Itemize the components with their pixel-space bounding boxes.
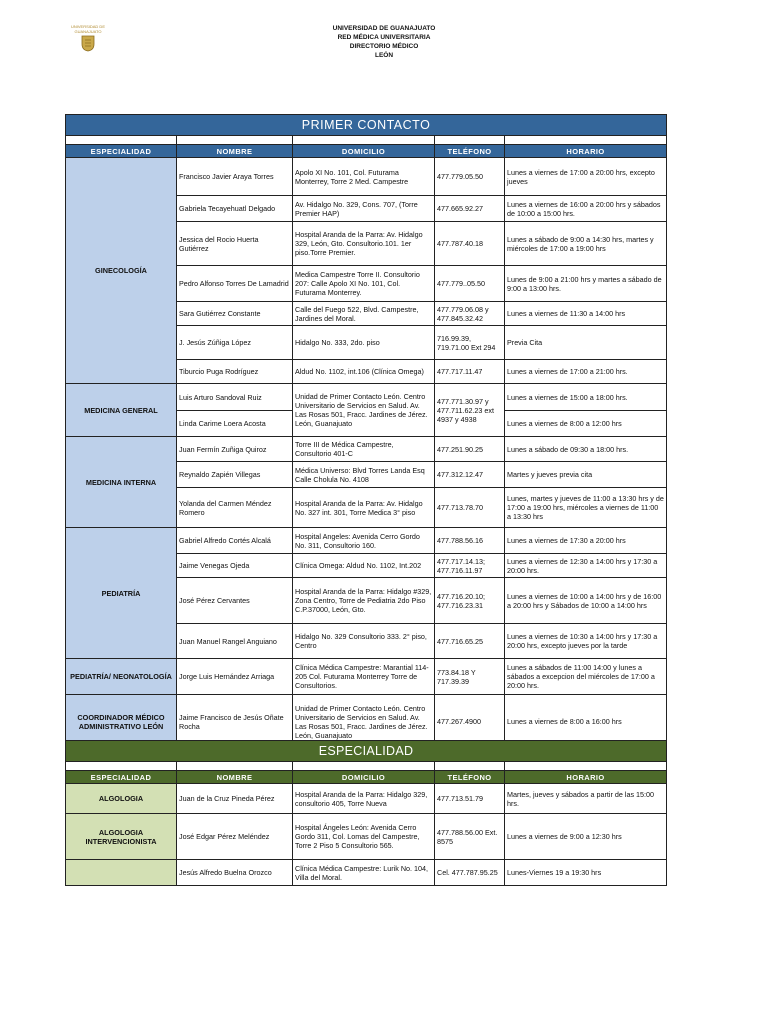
domicilio-cell: Clínica Médica Campestre: Marantial 114-205 Col. Futurama Monterrey Torre de Consultorios.: [293, 659, 435, 695]
domicilio-cell: Apolo XI No. 101, Col. Futurama Monterrey, Torre 2 Med. Campestre: [293, 158, 435, 196]
horario-cell: Lunes, martes y jueves de 11:00 a 13:30 hrs y de 17:00 a 19:00 hrs, miércoles a viernes de 11:00 a 13:30 hrs: [505, 488, 667, 528]
column-header-horario: HORARIO: [505, 145, 667, 158]
domicilio-cell: Unidad de Primer Contacto León. Centro Universitario de Servicios en Salud. Av. Las Rosas 501, Fracc. Jardines de Jérez. León, Guanajuato: [293, 384, 435, 437]
horario-cell: Lunes a viernes de 9:00 a 12:30 hrs: [505, 814, 667, 860]
telefono-cell: 477.779..05.50: [435, 266, 505, 302]
nombre-cell: Juan Fermín Zuñiga Quiroz: [177, 437, 293, 462]
nombre-cell: José Pérez Cervantes: [177, 578, 293, 624]
horario-cell: Lunes a viernes de 12:30 a 14:00 hrs y 17:30 a 20:00 hrs.: [505, 554, 667, 578]
table-row: [66, 860, 667, 886]
specialty-cell: MEDICINA INTERNA: [66, 437, 177, 528]
nombre-cell: Luis Arturo Sandoval Ruiz: [177, 384, 293, 411]
nombre-cell: Jesús Alfredo Buelna Orozco: [177, 860, 293, 886]
domicilio-cell: Unidad de Primer Contacto León. Centro Universitario de Servicios en Salud. Av. Las Rosas 501, Fracc. Jardines de Jérez. León, Guanajuato: [293, 695, 435, 749]
domicilio-cell: Médica Universo: Blvd Torres Landa Esq Calle Cholula No. 4108: [293, 462, 435, 488]
column-header-especialidad: ESPECIALIDAD: [66, 771, 177, 784]
table-row: [66, 784, 667, 814]
column-header-telefono: TELÉFONO: [435, 145, 505, 158]
nombre-cell: Jaime Francisco de Jesús Oñate Rocha: [177, 695, 293, 749]
telefono-cell: 477.312.12.47: [435, 462, 505, 488]
column-header-nombre: NOMBRE: [177, 145, 293, 158]
horario-cell: Lunes a sábado de 09:30 a 18:00 hrs.: [505, 437, 667, 462]
telefono-cell: 477.787.40.18: [435, 222, 505, 266]
specialty-cell: MEDICINA GENERAL: [66, 384, 177, 437]
primer-contacto-table: [65, 114, 667, 758]
telefono-cell: 477.717.11.47: [435, 360, 505, 384]
horario-cell: Lunes a viernes de 10:30 a 14:00 hrs y 17:30 a 20:00 hrs, excepto jueves por la tarde: [505, 624, 667, 659]
horario-cell: Previa Cita: [505, 326, 667, 360]
nombre-cell: Linda Carime Loera Acosta: [177, 411, 293, 437]
horario-cell: Martes, jueves y sábados a partir de las 15:00 hrs.: [505, 784, 667, 814]
domicilio-cell: Clínica Médica Campestre: Lurik No. 104, Villa del Moral.: [293, 860, 435, 886]
telefono-cell: 477.716.65.25: [435, 624, 505, 659]
domicilio-cell: Clínica Omega: Aldud No. 1102, Int.202: [293, 554, 435, 578]
nombre-cell: Juan de la Cruz Pineda Pérez: [177, 784, 293, 814]
domicilio-cell: Medica Campestre Torre II. Consultorio 207: Calle Apolo XI No. 101, Col. Futurama Monterrey.: [293, 266, 435, 302]
nombre-cell: Sara Gutiérrez Constante: [177, 302, 293, 326]
telefono-cell: 477.779.06.08 y 477.845.32.42: [435, 302, 505, 326]
column-header-nombre: NOMBRE: [177, 771, 293, 784]
column-header-especialidad: ESPECIALIDAD: [66, 145, 177, 158]
domicilio-cell: Hidalgo No. 329 Consultorio 333. 2° piso, Centro: [293, 624, 435, 659]
telefono-cell: 477.251.90.25: [435, 437, 505, 462]
telefono-cell: 477.788.56.00 Ext. 8575: [435, 814, 505, 860]
telefono-cell: 477.788.56.16: [435, 528, 505, 554]
header-line-3: DIRECTORIO MÉDICO: [349, 43, 419, 50]
telefono-cell: 477.713.78.70: [435, 488, 505, 528]
specialty-cell: ALGOLOGIA INTERVENCIONISTA: [66, 814, 177, 860]
table-row: [66, 437, 667, 462]
domicilio-cell: Hospital Aranda de la Parra: Hidalgo 329, consultorio 405, Torre Nueva: [293, 784, 435, 814]
nombre-cell: Yolanda del Carmen Méndez Romero: [177, 488, 293, 528]
horario-cell: Lunes a viernes de 17:30 a 20:00 hrs: [505, 528, 667, 554]
telefono-cell: 477.717.14.13; 477.716.11.97: [435, 554, 505, 578]
table-row: [66, 158, 667, 196]
telefono-cell: 477.771.30.97 y 477.711.62.23 ext 4937 y 4938: [435, 384, 505, 437]
horario-cell: Lunes a viernes de 17:00 a 20:00 hrs, excepto jueves: [505, 158, 667, 196]
document-header: [0, 24, 768, 60]
telefono-cell: 477.716.20.10; 477.716.23.31: [435, 578, 505, 624]
telefono-cell: Cel. 477.787.95.25: [435, 860, 505, 886]
table-row: [66, 814, 667, 860]
nombre-cell: Jessica del Rocio Huerta Gutiérrez: [177, 222, 293, 266]
header-line-4: LEÓN: [374, 52, 394, 59]
telefono-cell: 716.99.39, 719.71.00 Ext 294: [435, 326, 505, 360]
header-line-2: RED MÉDICA UNIVERSITARIA: [337, 34, 431, 41]
telefono-cell: 477.713.51.79: [435, 784, 505, 814]
horario-cell: Lunes a viernes de 15:00 a 18:00 hrs.: [505, 384, 667, 411]
horario-cell: Lunes a viernes de 8:00 a 16:00 hrs: [505, 695, 667, 749]
nombre-cell: Jaime Venegas Ojeda: [177, 554, 293, 578]
telefono-cell: 477.665.92.27: [435, 196, 505, 222]
horario-cell: Lunes de 9:00 a 21:00 hrs y martes a sábado de 9:00 a 13:00 hrs.: [505, 266, 667, 302]
domicilio-cell: Aldud No. 1102, int.106 (Clínica Omega): [293, 360, 435, 384]
specialty-cell: PEDIATRÍA: [66, 528, 177, 659]
column-header-horario: HORARIO: [505, 771, 667, 784]
domicilio-cell: Hospital Ángeles León: Avenida Cerro Gordo 311, Col. Lomas del Campestre, Torre 2 Piso 5 Consultorio 565.: [293, 814, 435, 860]
specialty-cell: GINECOLOGÍA: [66, 158, 177, 384]
section-title: ESPECIALIDAD: [66, 741, 667, 762]
telefono-cell: 477.267.4900: [435, 695, 505, 749]
domicilio-cell: Hospital Aranda de la Parra: Hidalgo #329, Zona Centro, Torre de Pediatria 2do Piso C.P.37000, León, Gto.: [293, 578, 435, 624]
horario-cell: Martes y jueves previa cita: [505, 462, 667, 488]
nombre-cell: J. Jesús Zúñiga López: [177, 326, 293, 360]
horario-cell: Lunes a viernes de 11:30 a 14:00 hrs: [505, 302, 667, 326]
table-row: [66, 528, 667, 554]
horario-cell: Lunes a viernes de 16:00 a 20:00 hrs y sábados de 10:00 a 15:00 hrs.: [505, 196, 667, 222]
specialty-cell: ALGOLOGIA: [66, 784, 177, 814]
specialty-cell: COORDINADOR MÉDICO ADMINISTRATIVO LEÓN: [66, 695, 177, 749]
column-header-domicilio: DOMICILIO: [293, 771, 435, 784]
nombre-cell: Jorge Luis Hernández Arriaga: [177, 659, 293, 695]
nombre-cell: Pedro Alfonso Torres De Lamadrid: [177, 266, 293, 302]
nombre-cell: Gabriela Tecayehuatl Delgado: [177, 196, 293, 222]
horario-cell: Lunes a viernes de 17:00 a 21:00 hrs.: [505, 360, 667, 384]
domicilio-cell: Hidalgo No. 333, 2do. piso: [293, 326, 435, 360]
especialidad-table: [65, 740, 667, 886]
nombre-cell: Francisco Javier Araya Torres: [177, 158, 293, 196]
section-title: PRIMER CONTACTO: [66, 115, 667, 136]
horario-cell: Lunes a viernes de 8:00 a 12:00 hrs: [505, 411, 667, 437]
telefono-cell: 773.84.18 Y 717.39.39: [435, 659, 505, 695]
domicilio-cell: Hospital Aranda de la Parra: Av. Hidalgo 329, León, Gto. Consultorio.101. 1er piso.Torre Premier.: [293, 222, 435, 266]
domicilio-cell: Av. Hidalgo No. 329, Cons. 707, (Torre Premier HAP): [293, 196, 435, 222]
telefono-cell: 477.779.05.50: [435, 158, 505, 196]
specialty-cell: [66, 860, 177, 886]
horario-cell: Lunes-Viernes 19 a 19:30 hrs: [505, 860, 667, 886]
nombre-cell: Tiburcio Puga Rodríguez: [177, 360, 293, 384]
nombre-cell: Juan Manuel Rangel Anguiano: [177, 624, 293, 659]
domicilio-cell: Hospital Aranda de la Parra: Av. Hidalgo No. 327 int. 301, Torre Medica 3° piso: [293, 488, 435, 528]
header-line-1: UNIVERSIDAD DE GUANAJUATO: [332, 25, 436, 32]
domicilio-cell: Torre III de Médica Campestre, Consultorio 401-C: [293, 437, 435, 462]
horario-cell: Lunes a sábados de 11:00 14:00 y lunes a sábados a excepcion del miércoles de 17:00 a 20:00 hrs.: [505, 659, 667, 695]
column-header-domicilio: DOMICILIO: [293, 145, 435, 158]
specialty-cell: PEDIATRÍA/ NEONATOLOGÍA: [66, 659, 177, 695]
logo-text: UNIVERSIDAD DE GUANAJUATO: [70, 24, 105, 34]
nombre-cell: Gabriel Alfredo Cortés Alcalá: [177, 528, 293, 554]
domicilio-cell: Calle del Fuego 522, Blvd. Campestre, Jardines del Moral.: [293, 302, 435, 326]
horario-cell: Lunes a viernes de 10:00 a 14:00 hrs y de 16:00 a 20:00 hrs y Sábados de 10:00 a 14:00 hrs: [505, 578, 667, 624]
table-row: [66, 659, 667, 695]
table-row: [66, 384, 667, 411]
horario-cell: Lunes a sábado de 9:00 a 14:30 hrs, martes y miércoles de 17:00 a 19:00 hrs: [505, 222, 667, 266]
nombre-cell: Reynaldo Zapién Villegas: [177, 462, 293, 488]
nombre-cell: José Edgar Pérez Meléndez: [177, 814, 293, 860]
column-header-telefono: TELÉFONO: [435, 771, 505, 784]
domicilio-cell: Hospital Angeles: Avenida Cerro Gordo No. 311, Consultorio 160.: [293, 528, 435, 554]
